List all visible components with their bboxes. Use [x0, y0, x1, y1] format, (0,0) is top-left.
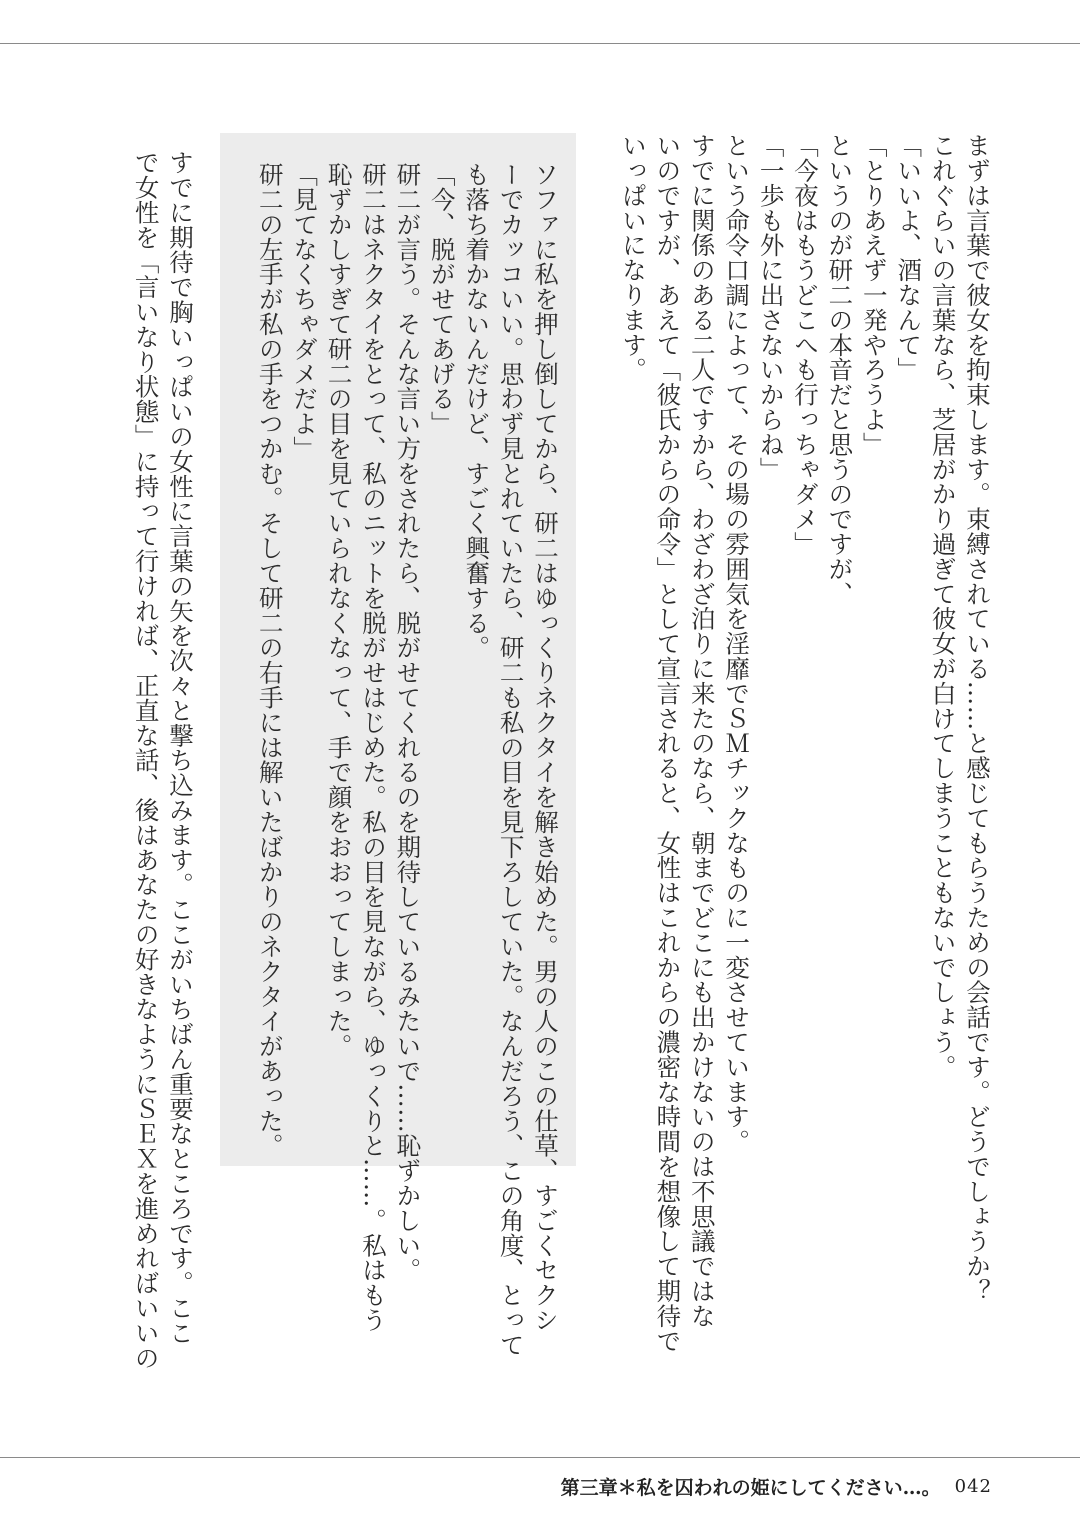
quote-line: 「今、脱がせてあげる」 [427, 162, 457, 436]
quote-line: 「見てなくちゃダメだよ」 [290, 162, 320, 461]
quote-line: ーでカッコいい。思わず見とれていたら、研二も私の目を見下ろしていた。なんだろう、この角度、とって [496, 162, 526, 1358]
page-number: 042 [954, 1475, 992, 1497]
top-rule [0, 43, 1080, 44]
text-line: いのですが、あえて「彼氏からの命令」として宣言されると、女性はこれからの濃密な時間を想像して期待で [653, 133, 683, 1354]
upper-text-block [616, 133, 994, 1354]
text-line: いっぱいになります。 [618, 133, 648, 382]
text-line: 「とりあえず一発やろうよ」 [859, 133, 889, 457]
text-line: 「今夜はもうどこへも行っちゃダメ」 [790, 133, 820, 557]
quote-line: も落ち着かないんだけど、すごく興奮する。 [462, 162, 492, 660]
text-line: まずは言葉で彼女を拘束します。束縛されている……と感じてもらうための会話です。どうでしょうか？ [963, 133, 992, 1304]
quote-line: 研二はネクタイをとって、私のニットを脱がせはじめた。私の目を見ながら、ゆっくりと……。私はもう [358, 162, 388, 1333]
text-line: というのが研二の本音だと思うのですが、 [825, 133, 855, 607]
text-line: という命令口調によって、その場の雰囲気を淫靡でＳＭチックなものに一変させています。 [722, 133, 752, 1154]
quote-line: 恥ずかしすぎて研二の目を見ていられなくなって、手で顔をおおってしまった。 [324, 162, 354, 1059]
quote-text-block [252, 162, 562, 1358]
text-line: すでに関係のある二人ですから、わざわざ泊りに来たのなら、朝までどこにも出かけないのは不思議ではな [687, 133, 717, 1329]
text-line: これぐらいの言葉なら、芝居がかり過ぎて彼女が白けてしまうこともないでしょう。 [928, 133, 958, 1080]
chapter-title: 第三章＊私を囚われの姫にしてください…。 [560, 1476, 941, 1499]
text-line: 「いいよ、酒なんて」 [894, 133, 924, 382]
text-line: 「一歩も外に出さないからね」 [756, 133, 786, 482]
lower-text-block [128, 150, 197, 1371]
page-footer [561, 1470, 992, 1502]
text-line: すでに期待で胸いっぱいの女性に言葉の矢を次々と撃ち込みます。ここがいちばん重要なところです。ここ [166, 150, 195, 1346]
text-line: で女性を「言いなり状態」に持って行ければ、正直な話、後はあなたの好きなようにＳＥＸを進めればいいの [131, 150, 161, 1371]
quote-line: 研二が言う。そんな言い方をされたら、脱がせてくれるのを期待しているみたいで……恥ずかしい。 [393, 162, 423, 1283]
bottom-rule [0, 1457, 1080, 1458]
quote-line: 研二の左手が私の手をつかむ。そして研二の右手には解いたばかりのネクタイがあった。 [255, 162, 285, 1158]
quote-line: ソファに私を押し倒してから、研二はゆっくりネクタイを解き始めた。男の人のこの仕草、すごくセクシ [531, 162, 560, 1333]
